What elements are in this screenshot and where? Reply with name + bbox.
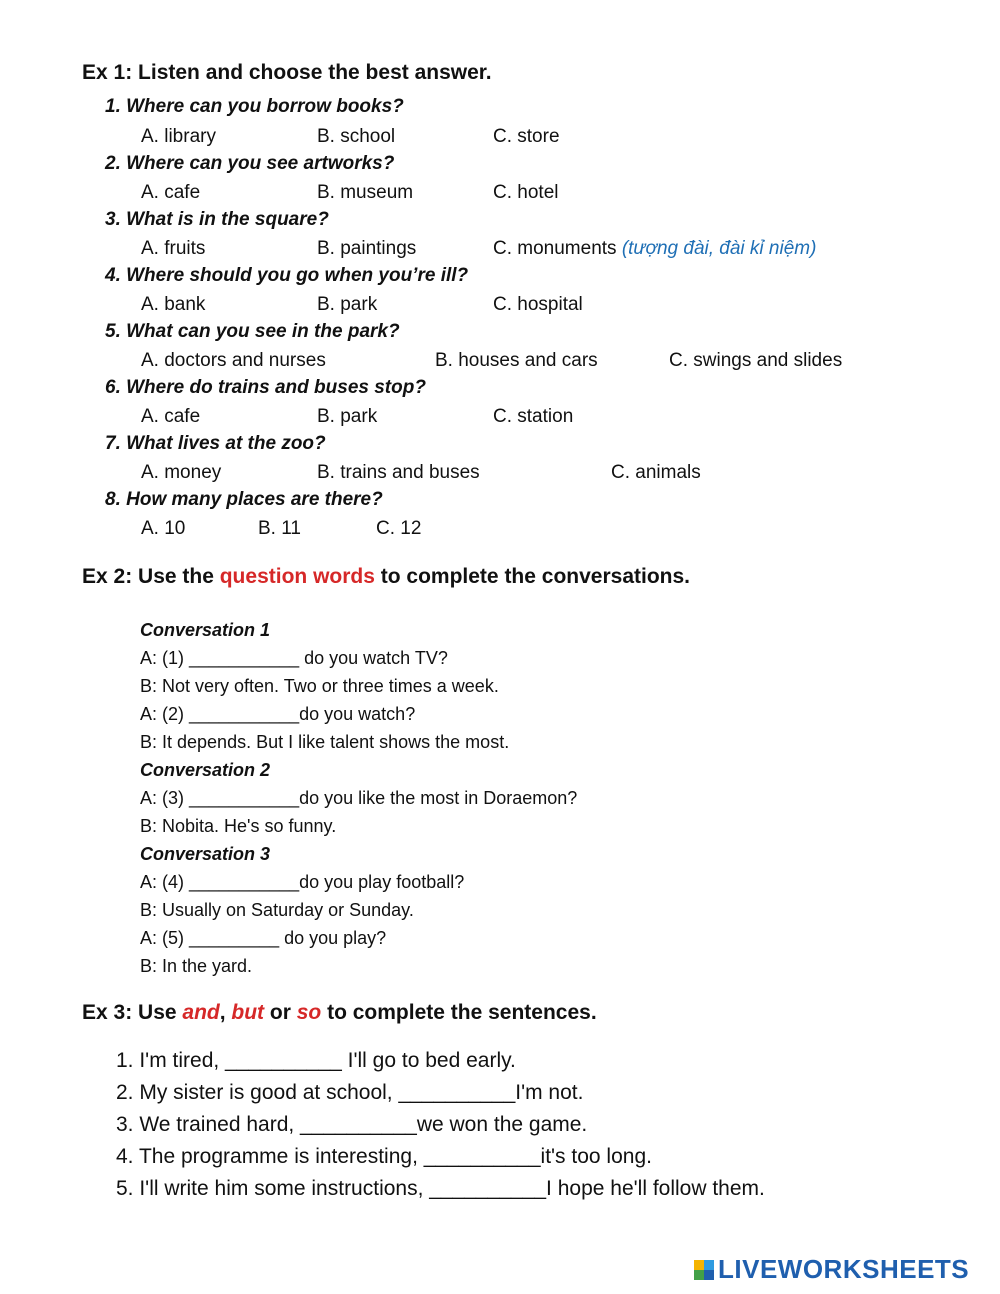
q1-option-c[interactable]: C. store: [493, 126, 560, 147]
q3-option-b[interactable]: B. paintings: [317, 238, 417, 259]
question-8: 8. How many places are there?: [105, 489, 383, 510]
q7-option-c[interactable]: C. animals: [611, 462, 701, 483]
q3-option-a[interactable]: A. fruits: [141, 238, 206, 259]
q3-option-c-row: [493, 238, 816, 260]
ex3-comma: ,: [219, 1001, 232, 1024]
q4-option-c[interactable]: C. hospital: [493, 294, 583, 315]
question-7: 7. What lives at the zoo?: [105, 433, 326, 454]
ex3-word-but: but: [231, 1001, 265, 1024]
conv1-line-1[interactable]: A: (1) ___________ do you watch TV?: [140, 648, 448, 668]
conv3-line-3[interactable]: A: (5) _________ do you play?: [140, 928, 387, 948]
q2-option-b[interactable]: B. museum: [317, 182, 414, 203]
q6-option-b[interactable]: B. park: [317, 406, 378, 427]
ex3-sentence-3[interactable]: 3. We trained hard, __________we won the game.: [116, 1113, 588, 1136]
conversation-2-title: Conversation 2: [140, 760, 271, 780]
ex3-sentence-4[interactable]: 4. The programme is interesting, __________it's too long.: [116, 1145, 652, 1168]
q8-option-a[interactable]: A. 10: [141, 518, 186, 539]
conv2-line-2: B: Nobita. He's so funny.: [140, 816, 337, 836]
q1-option-b[interactable]: B. school: [317, 126, 396, 147]
liveworksheets-logo-text: LIVEWORKSHEETS: [718, 1254, 970, 1284]
q4-option-b[interactable]: B. park: [317, 294, 378, 315]
ex3-word-or: or: [264, 1001, 297, 1024]
ex2-title-post: to complete the conversations.: [374, 565, 690, 588]
ex3-title-part1: Ex 3: Use: [82, 1001, 183, 1024]
conv3-line-4: B: In the yard.: [140, 956, 253, 976]
question-6: 6. Where do trains and buses stop?: [105, 377, 426, 398]
q3-translation-note: (tượng đài, đài kỉ niệm): [621, 238, 817, 259]
question-3: 3. What is in the square?: [105, 209, 329, 230]
conv1-line-3[interactable]: A: (2) ___________do you watch?: [140, 704, 416, 724]
conv3-line-1[interactable]: A: (4) ___________do you play football?: [140, 872, 465, 892]
conv1-line-4: B: It depends. But I like talent shows the most.: [140, 732, 510, 752]
conv2-line-1[interactable]: A: (3) ___________do you like the most in Doraemon?: [140, 788, 578, 808]
liveworksheets-logo-icon: [694, 1260, 714, 1280]
question-1: 1. Where can you borrow books?: [105, 96, 404, 117]
q8-option-c[interactable]: C. 12: [376, 518, 422, 539]
q4-option-a[interactable]: A. bank: [141, 294, 206, 315]
q2-option-a[interactable]: A. cafe: [141, 182, 201, 203]
conversation-3-title: Conversation 3: [140, 844, 271, 864]
conversation-1-title: Conversation 1: [140, 620, 271, 640]
ex2-title: [82, 565, 690, 589]
question-4: 4. Where should you go when you’re ill?: [105, 265, 469, 286]
q7-option-b[interactable]: B. trains and buses: [317, 462, 480, 483]
q6-option-a[interactable]: A. cafe: [141, 406, 201, 427]
q6-option-c[interactable]: C. station: [493, 406, 574, 427]
conv3-line-2: B: Usually on Saturday or Sunday.: [140, 900, 414, 920]
ex3-sentence-5[interactable]: 5. I'll write him some instructions, __________I hope he'll follow them.: [116, 1177, 765, 1200]
ex3-sentence-2[interactable]: 2. My sister is good at school, __________I'm not.: [116, 1081, 584, 1104]
q5-option-a[interactable]: A. doctors and nurses: [141, 350, 326, 371]
ex2-title-highlight: question words: [219, 565, 375, 588]
q2-option-c[interactable]: C. hotel: [493, 182, 559, 203]
q1-option-a[interactable]: A. library: [141, 126, 216, 147]
question-2: 2. Where can you see artworks?: [105, 153, 395, 174]
ex2-title-pre: Ex 2: Use the: [82, 565, 220, 588]
question-5: 5. What can you see in the park?: [105, 321, 400, 342]
q5-option-b[interactable]: B. houses and cars: [435, 350, 598, 371]
ex3-sentence-1[interactable]: 1. I'm tired, __________ I'll go to bed early.: [116, 1049, 516, 1072]
q3-option-c[interactable]: C. monuments: [493, 238, 617, 259]
liveworksheets-logo: [694, 1254, 969, 1285]
ex3-title-part2: to complete the sentences.: [321, 1001, 597, 1024]
ex3-word-and: and: [182, 1001, 220, 1024]
ex3-title: [82, 1001, 597, 1025]
ex3-word-so: so: [296, 1001, 322, 1024]
q8-option-b[interactable]: B. 11: [258, 518, 301, 539]
q7-option-a[interactable]: A. money: [141, 462, 222, 483]
conv1-line-2: B: Not very often. Two or three times a week.: [140, 676, 499, 696]
ex1-title: Ex 1: Listen and choose the best answer.: [82, 61, 492, 84]
q5-option-c[interactable]: C. swings and slides: [669, 350, 843, 371]
